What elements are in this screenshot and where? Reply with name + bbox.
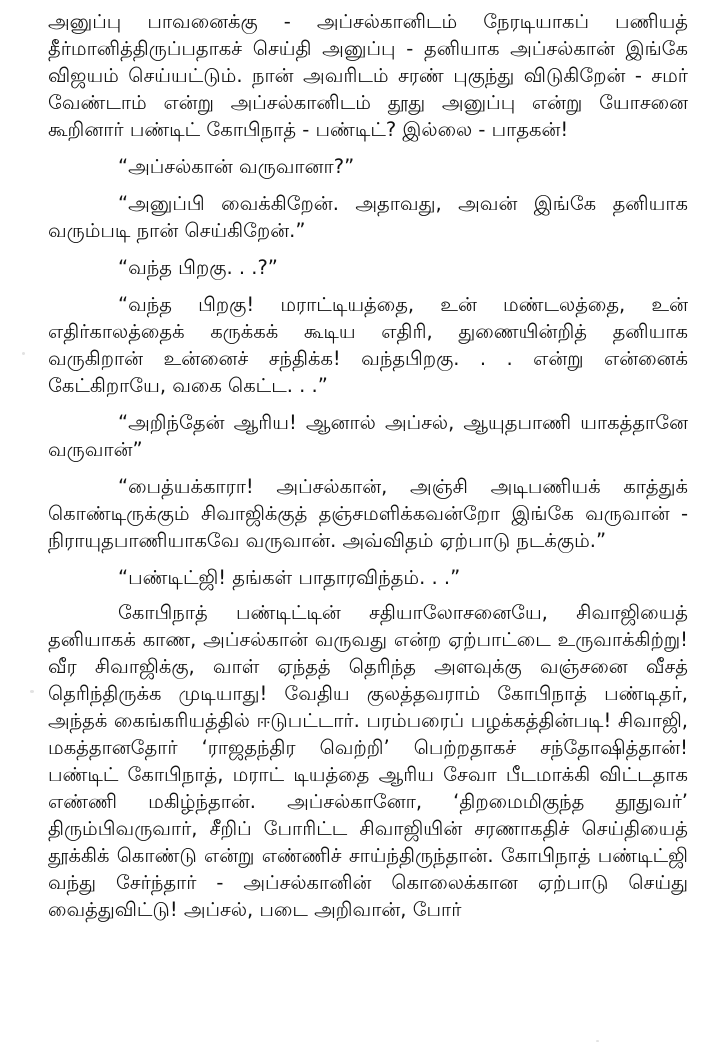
paragraph-opening: அனுப்பு பாவனைக்கு - அப்சல்கானிடம் நேரடியாகப் பணியத் தீர்மானித்திருப்பதாகச் செய்தி அனுப்பு - தனியாக அப்சல்கான் இங்கே விஜயம் செய்யட்டும். நான் அவரிடம் சரண் புகுந்து விடுகிறேன் - சமர் வேண்டாம் என்று அப்சல்கானிடம் தூது அனுப்பு என்று யோசனை கூறினார் பண்டிட் கோபிநாத் - பண்டிட்? இல்லை - பாதகன்! [48, 10, 688, 141]
scan-speck [596, 1040, 599, 1042]
paragraph-narration: கோபிநாத் பண்டிட்டின் சதியாலோசனையே, சிவாஜியைத் தனியாகக் காண, அப்சல்கான் வருவது என்ற ஏற்பாட்டை உருவாக்கிற்று! வீர சிவாஜிக்கு, வாள் ஏந்தத் தெரிந்த அளவுக்கு வஞ்சனை வீசத் தெரிந்திருக்க முடியாது! வேதிய குலத்தவராம் கோபிநாத் பண்டிதர், அந்தக் கைங்கரியத்தில் ஈடுபட்டார். பரம்பரைப் பழக்கத்தின்படி! சிவாஜி, மகத்தானதோர் ‘ராஜதந்திர வெற்றி’ பெற்றதாகச் சந்தோஷித்தான்! பண்டிட் கோபிநாத், மராட் டியத்தை ஆரிய சேவா பீடமாக்கி விட்டதாக எண்ணி மகிழ்ந்தான். அப்சல்கானோ, ‘திறமைமிகுந்த தூதுவர்’ திரும்பிவருவார், சீறிப் போரிட்ட சிவாஜியின் சரணாகதிச் செய்தியைத் தூக்கிக் கொண்டு என்று எண்ணிச் சாய்ந்திருந்தான். கோபிநாத் பண்டிட்ஜி வந்து சேர்ந்தார் - அப்சல்கானின் கொலைக்கான ஏற்பாடு செய்து வைத்துவிட்டு! அப்சல், படை அறிவான், போர் [48, 601, 688, 921]
book-page-text [48, 8, 688, 923]
scan-speck [30, 690, 34, 693]
dialogue-unarmed: “பைத்யக்காரா! அப்சல்கான், அஞ்சி அடிபணியக் காத்துக் கொண்டிருக்கும் சிவாஜிக்குத் தஞ்சமளிக்கவன்றோ இங்கே வருவான் - நிராயுதபாணியாகவே வருவான். அவ்விதம் ஏற்பாடு நடக்கும்.” [48, 475, 688, 552]
dialogue-armed: “அறிந்தேன் ஆரிய! ஆனால் அப்சல், ஆயுதபாணி யாகத்தானே வருவான்” [48, 411, 688, 461]
dialogue-afzal-coming: “அப்சல்கான் வருவானா?” [118, 155, 355, 178]
dialogue-lotus-feet: “பண்டிட்ஜி! தங்கள் பாதாரவிந்தம். . .” [118, 566, 461, 589]
dialogue-enemy-alone: “வந்த பிறகு! மராட்டியத்தை, உன் மண்டலத்தை, உன் எதிர்காலத்தைக் கருக்கக் கூடிய எதிரி, துணையின்றித் தனியாக வருகிறான் உன்னைச் சந்திக்க! வந்தபிறகு. . . என்று என்னைக் கேட்கிறாயே, வகை கெட்ட. . .” [48, 293, 688, 397]
dialogue-after-coming: “வந்த பிறகு. . .?” [118, 256, 278, 279]
scan-speck [22, 352, 25, 355]
dialogue-will-send: “அனுப்பி வைக்கிறேன். அதாவது, அவன் இங்கே தனியாக வரும்படி நான் செய்கிறேன்.” [48, 192, 688, 242]
